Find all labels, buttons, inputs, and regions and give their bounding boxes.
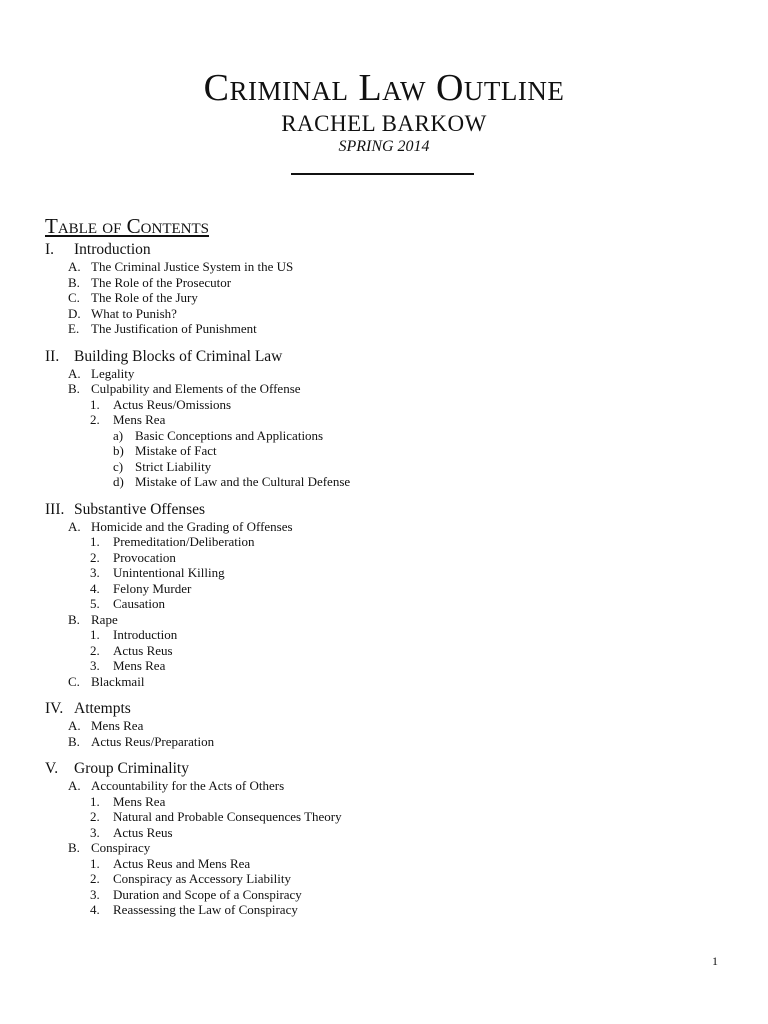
toc-entry-level-3 [0,856,768,872]
toc-entry-label: The Justification of Punishment [91,321,257,336]
toc-entry-number: V. [45,760,59,777]
toc-entry-level-3 [0,534,768,550]
toc-entry-level-3 [0,565,768,581]
toc-entry-level-1 [0,759,768,778]
toc-entry-level-2 [0,275,768,291]
toc-entry-level-3 [0,658,768,674]
toc-entry-level-2 [0,306,768,322]
toc-entry-number: a) [113,427,124,443]
toc-entry-label: Conspiracy [91,840,151,855]
title-divider [291,173,474,175]
toc-entry-number: 4. [90,902,100,917]
toc-entry-level-4 [0,474,768,490]
toc-entry-label: Mens Rea [113,412,166,427]
document-title: Criminal Law Outline [203,67,565,109]
toc-entry-label: Actus Reus/Omissions [113,396,232,412]
toc-entry-number: d) [113,474,124,489]
toc-entry-label: Actus Reus [113,824,173,840]
toc-section [0,240,768,337]
toc-entry-level-2 [0,778,768,794]
toc-entry-label: Actus Reus [113,642,173,658]
author-name: RACHEL BARKOW [281,111,487,136]
page-number: 1 [712,954,718,968]
toc-entry-number: A. [68,718,81,733]
toc-entry-label: Introduction [74,241,151,258]
toc-section [0,759,768,918]
table-of-contents [0,240,768,928]
toc-entry-number: I. [45,241,55,258]
toc-entry-label: Causation [113,596,165,611]
toc-entry-level-3 [0,902,768,918]
toc-heading: Table of Contents [45,214,209,238]
toc-entry-level-3 [0,794,768,810]
toc-entry-level-4 [0,428,768,444]
term-label: SPRING 2014 [338,138,430,155]
toc-entry-number: 3. [90,886,100,902]
toc-entry-number: 4. [90,580,100,596]
toc-entry-number: A. [68,518,81,534]
toc-entry-number: A. [68,365,81,381]
toc-entry-level-4 [0,443,768,459]
toc-entry-level-2 [0,718,768,734]
toc-entry-level-2 [0,290,768,306]
toc-entry-label: The Role of the Jury [91,290,198,305]
toc-entry-level-3 [0,887,768,903]
toc-entry-number: 3. [90,824,100,840]
toc-entry-label: Introduction [113,627,178,642]
toc-entry-label: Felony Murder [113,580,192,596]
toc-entry-number: C. [68,290,80,305]
toc-entry-level-2 [0,366,768,382]
toc-entry-level-2 [0,734,768,750]
toc-entry-label: Basic Conceptions and Applications [135,427,324,443]
toc-entry-label: Mens Rea [91,718,144,733]
toc-entry-level-3 [0,825,768,841]
toc-entry-label: Mistake of Law and the Cultural Defense [135,474,351,489]
toc-entry-level-2 [0,321,768,337]
toc-entry-label: Mens Rea [113,793,166,809]
toc-entry-label: Premeditation/Deliberation [113,534,255,549]
toc-entry-number: B. [68,274,80,290]
toc-entry-number: IV. [45,700,64,717]
toc-entry-label: Duration and Scope of a Conspiracy [113,886,302,902]
toc-entry-level-3 [0,550,768,566]
toc-entry-number: 2. [90,412,100,427]
toc-entry-level-2 [0,259,768,275]
toc-entry-label: Actus Reus and Mens Rea [113,855,251,871]
toc-entry-number: D. [68,305,81,321]
toc-entry-number: 2. [90,549,100,565]
toc-entry-level-3 [0,627,768,643]
toc-entry-level-2 [0,519,768,535]
toc-entry-level-1 [0,699,768,718]
toc-entry-label: Blackmail [91,673,145,689]
toc-entry-number: 3. [90,565,100,580]
toc-entry-label: Legality [91,365,135,381]
toc-entry-number: B. [68,733,80,749]
toc-entry-number: C. [68,673,80,689]
toc-entry-number: A. [68,778,81,793]
toc-entry-level-2 [0,840,768,856]
toc-entry-label: Natural and Probable Consequences Theory [113,809,342,824]
toc-entry-level-3 [0,412,768,428]
toc-entry-level-4 [0,459,768,475]
toc-entry-level-3 [0,397,768,413]
toc-entry-number: 1. [90,627,100,642]
toc-entry-number: B. [68,611,80,627]
toc-entry-number: 2. [90,809,100,824]
toc-entry-level-3 [0,643,768,659]
toc-entry-level-1 [0,347,768,366]
toc-section [0,347,768,490]
toc-section [0,500,768,690]
toc-entry-label: Actus Reus/Preparation [91,733,215,749]
toc-entry-label: Unintentional Killing [113,565,225,580]
toc-entry-level-1 [0,240,768,259]
toc-entry-label: Mistake of Fact [135,443,217,458]
toc-section [0,699,768,749]
toc-entry-label: Substantive Offenses [74,500,206,518]
toc-entry-label: Mens Rea [113,658,166,673]
toc-entry-label: What to Punish? [91,305,177,321]
toc-entry-level-3 [0,871,768,887]
toc-entry-label: Homicide and the Grading of Offenses [91,518,293,534]
toc-entry-label: Rape [91,611,118,627]
toc-entry-label: Provocation [113,549,176,565]
toc-entry-label: Accountability for the Acts of Others [91,778,285,793]
toc-entry-number: 1. [90,396,100,412]
toc-entry-number: 3. [90,658,100,673]
toc-entry-number: 1. [90,534,100,549]
toc-entry-label: Attempts [74,700,131,717]
toc-entry-label: Building Blocks of Criminal Law [74,347,283,365]
toc-entry-number: E. [68,321,80,336]
toc-entry-number: 1. [90,855,100,871]
toc-entry-label: The Criminal Justice System in the US [91,259,294,274]
toc-entry-number: b) [113,443,124,458]
toc-entry-number: III. [45,500,65,518]
toc-entry-number: c) [113,458,124,474]
toc-entry-number: 2. [90,642,100,658]
toc-entry-number: 2. [90,871,100,886]
toc-entry-label: Strict Liability [135,458,212,474]
toc-entry-number: B. [68,381,80,396]
toc-entry-label: Conspiracy as Accessory Liability [113,871,291,886]
toc-entry-number: B. [68,840,80,855]
toc-entry-label: Culpability and Elements of the Offense [91,381,301,396]
toc-entry-level-2 [0,674,768,690]
toc-entry-level-2 [0,612,768,628]
toc-entry-level-3 [0,581,768,597]
toc-entry-number: 1. [90,793,100,809]
toc-entry-label: The Role of the Prosecutor [91,274,232,290]
toc-entry-number: 5. [90,596,100,611]
toc-entry-level-3 [0,596,768,612]
toc-entry-number: II. [45,347,60,365]
toc-entry-level-3 [0,809,768,825]
toc-entry-level-1 [0,500,768,519]
toc-entry-number: A. [68,259,81,274]
toc-entry-label: Reassessing the Law of Conspiracy [113,902,298,917]
toc-entry-level-2 [0,381,768,397]
toc-entry-label: Group Criminality [74,760,189,777]
